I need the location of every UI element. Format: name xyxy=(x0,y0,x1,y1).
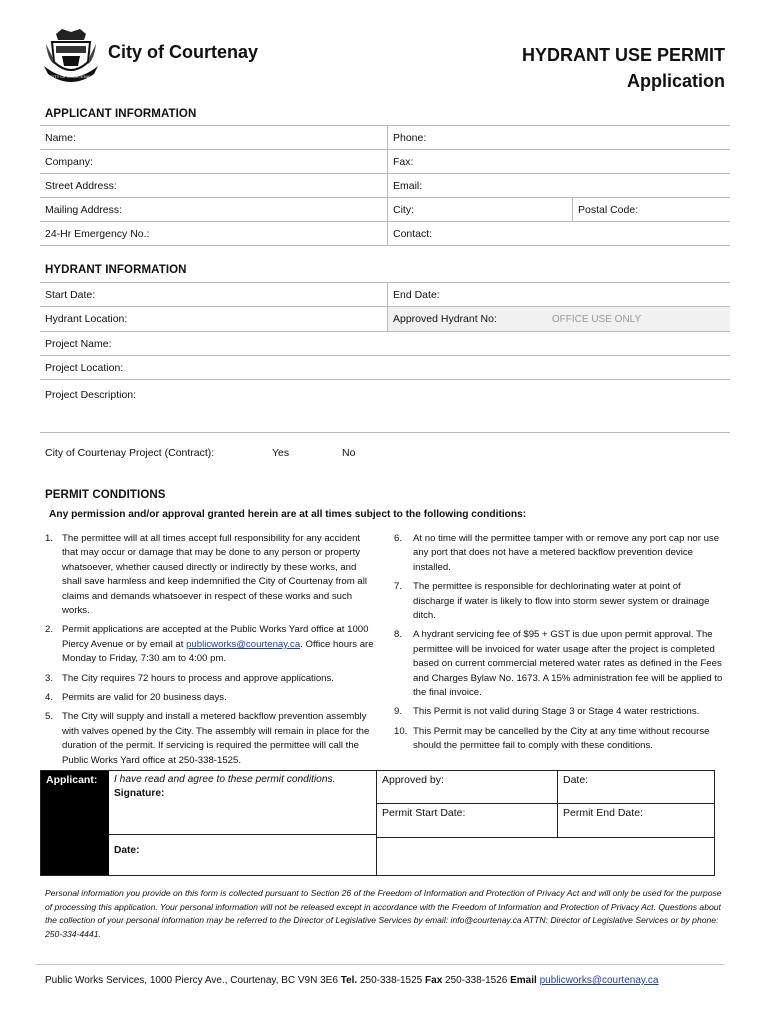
approved-by-label: Approved by: xyxy=(382,774,444,786)
footer-address: Public Works Services, 1000 Piercy Ave., Courtenay, BC V9N 3E6 xyxy=(45,975,338,986)
condition-number: 10. xyxy=(394,725,408,737)
condition-item xyxy=(45,710,375,768)
applicant-label-cell xyxy=(41,771,109,875)
city-field[interactable]: City: xyxy=(387,198,572,221)
approved-hydrant-no-label: Approved Hydrant No: xyxy=(393,313,497,325)
condition-text: The permittee will at all times accept full responsibility for any accident that may occur or damage that may be done to any person or property whatsoever, whether caused directly or indirectly by these works, and shall save harmless and keep indemnified the City of Courtenay from all claims and demands whatsoever in respect of these works and such works. xyxy=(62,533,368,617)
condition-item xyxy=(45,672,375,686)
fax-field[interactable]: Fax: xyxy=(387,150,730,173)
condition-number: 4. xyxy=(45,692,54,704)
hydrant-heading: HYDRANT INFORMATION xyxy=(45,264,187,276)
condition-item xyxy=(394,705,724,719)
start-date-field[interactable]: Start Date: xyxy=(45,289,96,301)
condition-number: 7. xyxy=(394,581,403,593)
applicant-signature-cell[interactable] xyxy=(109,771,377,875)
condition-text: At no time will the permittee tamper with or remove any port cap nor use any port that does not have a metered backflow prevention device installed. xyxy=(413,533,720,573)
publicworks-email-link[interactable]: publicworks@courtenay.ca xyxy=(186,638,301,650)
signature-divider xyxy=(109,834,377,835)
phone-field[interactable]: Phone: xyxy=(387,126,730,149)
applicant-label: Applicant: xyxy=(46,774,98,786)
hydrant-row xyxy=(40,356,730,380)
approval-date-field[interactable] xyxy=(558,771,714,804)
postal-code-field[interactable]: Postal Code: xyxy=(572,198,730,221)
hydrant-location-field[interactable]: Hydrant Location: xyxy=(45,313,128,325)
condition-number: 1. xyxy=(45,533,54,544)
condition-number: 9. xyxy=(394,706,403,718)
footer-fax: 250-338-1526 xyxy=(445,975,508,986)
condition-text: A hydrant servicing fee of $95 + GST is due upon permit approval. The permittee will be invoiced for water usage after the project is completed based on current commercial metered water rates as defined in the Fees and Charges Bylaw No. 1673. A 15% administration fee will be applied to the final invoice. xyxy=(413,629,723,699)
conditions-right-column xyxy=(394,532,724,759)
permit-end-date-field[interactable] xyxy=(558,804,714,838)
form-title-line2: Application xyxy=(627,71,725,91)
email-field[interactable]: Email: xyxy=(387,174,730,197)
org-name: City of Courtenay xyxy=(108,42,259,62)
condition-item xyxy=(394,725,724,754)
condition-text: This Permit is not valid during Stage 3 or Stage 4 water restrictions. xyxy=(413,706,700,718)
project-location-field[interactable]: Project Location: xyxy=(45,362,124,374)
applicant-row xyxy=(40,174,730,198)
conditions-intro: Any permission and/or approval granted herein are at all times subject to the following conditions: xyxy=(49,509,527,520)
applicant-row xyxy=(40,222,730,246)
applicant-row xyxy=(40,150,730,174)
approved-hydrant-no-field xyxy=(387,307,730,331)
condition-number: 5. xyxy=(45,711,54,723)
street-address-field[interactable]: Street Address: xyxy=(45,180,117,192)
condition-number: 3. xyxy=(45,672,54,684)
footer-divider xyxy=(35,964,725,965)
condition-text: This Permit may be cancelled by the City at any time without recourse should the permittee fail to comply with these conditions. xyxy=(413,725,710,752)
project-name-field[interactable]: Project Name: xyxy=(45,338,112,350)
condition-text-part: . Office hours are Monday to Friday, 7:30 am to 4:00 pm. xyxy=(62,638,374,665)
conditions-left-column xyxy=(45,532,375,773)
footer-fax-label: Fax xyxy=(425,975,443,986)
hydrant-row xyxy=(40,332,730,356)
condition-text xyxy=(62,623,375,666)
footer-email-label: Email xyxy=(510,975,537,986)
condition-text: The City will supply and install a metered backflow prevention assembly with valves opened by the City. The assembly will remain in place for the duration of the permit. If servicing is required the permittee will call the Public Works Yard office at 250-338-1525. xyxy=(62,711,370,766)
end-date-field[interactable]: End Date: xyxy=(387,283,730,306)
condition-item xyxy=(45,691,375,705)
permit-end-date-label: Permit End Date: xyxy=(563,807,643,819)
privacy-notice: Personal information you provide on this form is collected pursuant to Section 26 of the Freedom of Information and Protection of Privacy Act and will only be used for the purpose of processing this application. Your personal information will not be released except in accordance with the Freedom of Information and Protection of Privacy Act. Questions about the collection of your personal information may be referred to the Director of Legislative Services by email: info@courtenay.ca ATTN: Director of Legislative Services or by phone: 250-334-4441. xyxy=(45,888,722,939)
permit-start-date-label: Permit Start Date: xyxy=(382,807,466,819)
permit-start-date-field[interactable] xyxy=(377,804,558,838)
signature-label: Signature: xyxy=(114,788,165,799)
office-use-only-label: OFFICE USE ONLY xyxy=(551,314,642,325)
condition-item xyxy=(45,532,375,618)
logo-text: CITY OF COURTENAY xyxy=(50,74,92,79)
applicant-date-label: Date: xyxy=(114,845,140,856)
hydrant-row xyxy=(40,380,730,433)
form-title xyxy=(522,42,725,94)
condition-item xyxy=(394,628,724,700)
hydrant-row xyxy=(40,283,730,307)
company-field[interactable]: Company: xyxy=(45,156,93,168)
applicant-grid xyxy=(40,125,730,246)
condition-text-part: Permit applications are accepted at the Public Works Yard office at 1000 Piercy Avenue or by email at xyxy=(62,624,369,650)
condition-number: 6. xyxy=(394,533,403,544)
signature-table xyxy=(40,770,715,876)
condition-item xyxy=(394,580,724,623)
approval-date-label: Date: xyxy=(563,774,589,786)
footer-tel: 250-338-1525 xyxy=(359,975,423,986)
mailing-address-field[interactable]: Mailing Address: xyxy=(45,204,123,216)
condition-text: The permittee is responsible for dechlorinating water at point of discharge if water is likely to flow into storm sewer system or drainage ditch. xyxy=(413,581,710,622)
name-field[interactable]: Name: xyxy=(45,132,76,144)
condition-text: The City requires 72 hours to process and approve applications. xyxy=(62,672,334,684)
form-title-line1: HYDRANT USE PERMIT xyxy=(521,45,725,65)
condition-number: 2. xyxy=(45,624,54,636)
contract-no-option[interactable]: No xyxy=(342,447,356,459)
condition-number: 8. xyxy=(394,629,403,641)
condition-item xyxy=(45,623,375,666)
footer xyxy=(45,975,658,986)
agree-statement: I have read and agree to these permit conditions. xyxy=(114,774,336,785)
contract-question: City of Courtenay Project (Contract): xyxy=(45,447,215,459)
contract-yes-option[interactable]: Yes xyxy=(272,447,290,459)
hydrant-row xyxy=(40,307,730,332)
applicant-heading: APPLICANT INFORMATION xyxy=(45,108,197,120)
condition-text: Permits are valid for 20 business days. xyxy=(62,692,227,704)
footer-email-link[interactable]: publicworks@courtenay.ca xyxy=(539,975,659,986)
applicant-row xyxy=(40,126,730,150)
footer-tel-label: Tel. xyxy=(340,975,358,986)
city-crest-logo xyxy=(42,26,100,88)
project-description-field[interactable]: Project Description: xyxy=(45,389,137,401)
applicant-row xyxy=(40,198,730,222)
approved-by-field[interactable] xyxy=(377,771,558,804)
contact-field[interactable]: Contact: xyxy=(387,222,730,245)
condition-item xyxy=(394,532,724,575)
emergency-number-field[interactable]: 24-Hr Emergency No.: xyxy=(45,228,150,240)
conditions-heading: PERMIT CONDITIONS xyxy=(45,489,166,501)
hydrant-grid xyxy=(40,282,730,433)
